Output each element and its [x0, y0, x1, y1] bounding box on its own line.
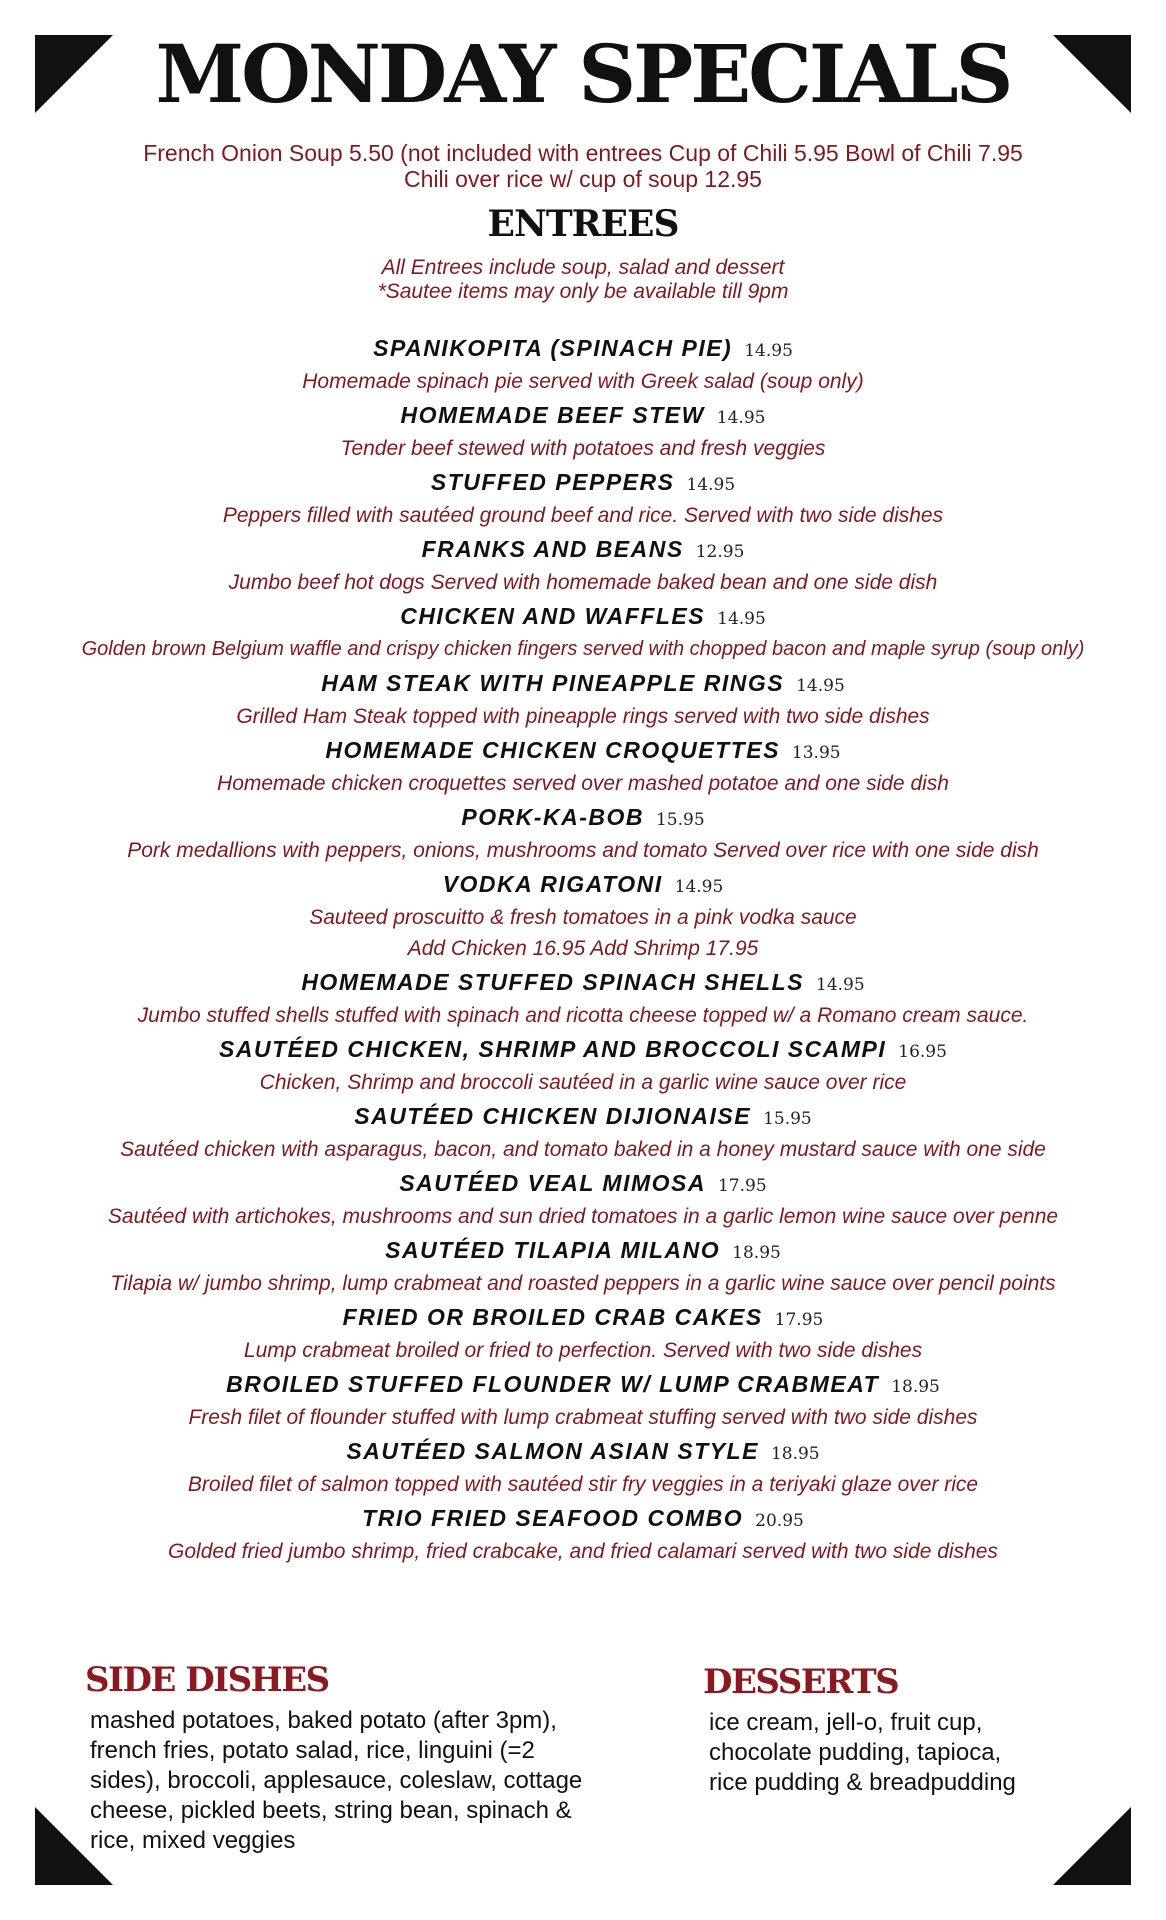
item-price: 17.95	[717, 1176, 767, 1196]
item-description: Sauteed proscuitto & fresh tomatoes in a pink vodka sauce	[309, 906, 857, 929]
item-name: SAUTÉED VEAL MIMOSA	[399, 1170, 706, 1196]
item-price: 15.95	[763, 1109, 812, 1129]
item-description: Tender beef stewed with potatoes and fresh veggies	[340, 437, 826, 460]
item-name: SAUTÉED TILAPIA MILANO	[385, 1237, 721, 1263]
item-price: 18.95	[770, 1444, 820, 1464]
item-price: 18.95	[891, 1377, 940, 1397]
entrees-note	[0, 256, 1166, 304]
item-price: 14.95	[686, 475, 736, 495]
item-name: SPANIKOPITA (SPINACH PIE)	[373, 335, 733, 361]
side-dishes-line: mashed potatoes, baked potato (after 3pm),	[90, 1707, 557, 1734]
item-name: SAUTÉED SALMON ASIAN STYLE	[346, 1438, 759, 1464]
item-name: SAUTÉED CHICKEN, SHRIMP AND BROCCOLI SCAMPI	[219, 1036, 887, 1062]
entrees-note-line: *Sautee items may only be available till 9pm	[377, 280, 789, 303]
menu-item	[0, 1433, 1166, 1500]
soup-specials	[0, 140, 1166, 192]
item-price: 14.95	[674, 877, 724, 897]
item-add-ons: Add Chicken 16.95 Add Shrimp 17.95	[407, 937, 759, 960]
item-description: Chicken, Shrimp and broccoli sautéed in a garlic wine sauce over rice	[259, 1071, 907, 1094]
item-price: 16.95	[898, 1042, 947, 1062]
item-description: Pork medallions with peppers, onions, mushrooms and tomato Served over rice with one side dish	[127, 839, 1039, 862]
item-name: HAM STEAK WITH PINEAPPLE RINGS	[321, 670, 785, 696]
item-description: Jumbo stuffed shells stuffed with spinach and ricotta cheese topped w/ a Romano cream sauce.	[137, 1004, 1029, 1027]
item-name: STUFFED PEPPERS	[430, 469, 675, 495]
item-price: 14.95	[716, 408, 766, 428]
item-description: Golded fried jumbo shrimp, fried crabcake, and fried calamari served with two side dishes	[168, 1540, 998, 1563]
entrees-note-line: All Entrees include soup, salad and dessert	[381, 256, 785, 279]
item-description: Broiled filet of salmon topped with sautéed stir fry veggies in a teriyaki glaze over rice	[187, 1473, 979, 1496]
item-price: 12.95	[695, 542, 745, 562]
item-name: HOMEMADE STUFFED SPINACH SHELLS	[301, 969, 804, 995]
item-price: 14.95	[717, 609, 766, 629]
menu-item	[0, 799, 1166, 866]
side-dishes-line: cheese, pickled beets, string bean, spinach &	[90, 1797, 572, 1824]
menu-item	[0, 1031, 1166, 1098]
corner-decoration-bottom-right	[1053, 1807, 1131, 1885]
menu-item	[0, 1500, 1166, 1567]
item-name: HOMEMADE BEEF STEW	[400, 402, 705, 428]
item-description: Homemade chicken croquettes served over mashed potatoe and one side dish	[217, 772, 949, 795]
menu-item	[0, 665, 1166, 732]
entree-list	[0, 330, 1166, 1567]
side-dishes-list	[85, 1706, 605, 1856]
item-description: Jumbo beef hot dogs Served with homemade baked bean and one side dish	[228, 571, 938, 594]
side-dishes-heading: SIDE DISHES	[85, 1660, 329, 1700]
item-name: PORK-KA-BOB	[461, 804, 644, 830]
menu-item	[0, 1366, 1166, 1433]
menu-item	[0, 531, 1166, 598]
desserts-line: ice cream, jell-o, fruit cup,	[709, 1709, 983, 1736]
menu-item	[0, 1165, 1166, 1232]
desserts-line: rice pudding & breadpudding	[709, 1769, 1016, 1796]
item-price: 17.95	[774, 1310, 824, 1330]
item-price: 18.95	[732, 1243, 781, 1263]
menu-item	[0, 1232, 1166, 1299]
menu-item	[0, 1299, 1166, 1366]
page-title: MONDAY SPECIALS	[155, 27, 1011, 121]
item-description: Homemade spinach pie served with Greek salad (soup only)	[302, 370, 864, 393]
item-description: Grilled Ham Steak topped with pineapple rings served with two side dishes	[236, 705, 930, 728]
side-dishes-line: sides), broccoli, applesauce, coleslaw, cottage	[90, 1767, 583, 1794]
item-price: 20.95	[755, 1511, 804, 1531]
entrees-heading: ENTREES	[487, 203, 679, 245]
item-price: 13.95	[791, 743, 841, 763]
item-price: 15.95	[655, 810, 705, 830]
menu-item	[0, 964, 1166, 1031]
item-description: Fresh filet of flounder stuffed with lump crabmeat stuffing served with two side dishes	[188, 1406, 978, 1429]
item-name: VODKA RIGATONI	[442, 871, 663, 897]
item-name: FRANKS AND BEANS	[421, 536, 684, 562]
item-price: 14.95	[816, 975, 865, 995]
item-description: Peppers filled with sautéed ground beef and rice. Served with two side dishes	[222, 504, 944, 527]
menu-item	[0, 397, 1166, 464]
soup-line: Chili over rice w/ cup of soup 12.95	[404, 166, 762, 192]
item-name: SAUTÉED CHICKEN DIJIONAISE	[354, 1103, 752, 1129]
item-description: Golden brown Belgium waffle and crispy chicken fingers served with chopped bacon and maple syrup (soup only)	[81, 638, 1085, 660]
item-description: Sautéed with artichokes, mushrooms and sun dried tomatoes in a garlic lemon wine sauce over penne	[107, 1205, 1059, 1228]
side-dishes-line: french fries, potato salad, rice, linguini (=2	[90, 1737, 535, 1764]
soup-line: French Onion Soup 5.50 (not included with entrees Cup of Chili 5.95 Bowl of Chili 7.95	[143, 140, 1023, 166]
item-description: Lump crabmeat broiled or fried to perfection. Served with two side dishes	[243, 1339, 923, 1362]
item-description: Tilapia w/ jumbo shrimp, lump crabmeat and roasted peppers in a garlic wine sauce over pencil points	[110, 1272, 1056, 1295]
menu-item	[0, 598, 1166, 665]
menu-item	[0, 464, 1166, 531]
item-description: Sautéed chicken with asparagus, bacon, and tomato baked in a honey mustard sauce with one side	[120, 1138, 1046, 1161]
item-price: 14.95	[796, 676, 845, 696]
desserts-line: chocolate pudding, tapioca,	[709, 1739, 1002, 1766]
item-name: FRIED OR BROILED CRAB CAKES	[342, 1304, 763, 1330]
side-dishes-section	[85, 1660, 605, 1856]
item-name: BROILED STUFFED FLOUNDER W/ LUMP CRABMEAT	[226, 1371, 880, 1397]
item-name: CHICKEN AND WAFFLES	[400, 603, 706, 629]
desserts-section	[703, 1662, 1103, 1798]
menu-item	[0, 732, 1166, 799]
item-name: HOMEMADE CHICKEN CROQUETTES	[325, 737, 780, 763]
desserts-list	[703, 1708, 1103, 1798]
desserts-heading: DESSERTS	[703, 1662, 899, 1702]
menu-item	[0, 1098, 1166, 1165]
item-price: 14.95	[744, 341, 793, 361]
menu-item	[0, 330, 1166, 397]
item-name: TRIO FRIED SEAFOOD COMBO	[362, 1505, 744, 1531]
menu-item	[0, 866, 1166, 964]
side-dishes-line: rice, mixed veggies	[90, 1827, 296, 1854]
